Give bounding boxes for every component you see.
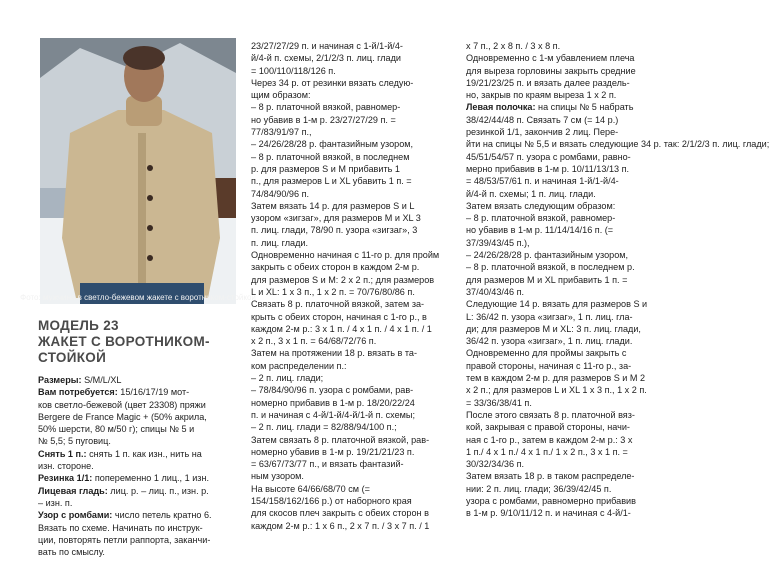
- text-line: [251, 409, 453, 421]
- line-text: мерно прибавив в 1-м р. 10/11/13/13 п.: [466, 163, 630, 174]
- text-line: [466, 347, 692, 359]
- line-text: – 2 п. лиц. глади;: [251, 373, 324, 384]
- text-line: [466, 409, 692, 421]
- text-line: [251, 274, 453, 286]
- text-line: [251, 212, 453, 224]
- text-line: [466, 77, 692, 89]
- text-line: [466, 434, 692, 446]
- line-text: но, закрыв по краям выреза 1 х 2 п.: [466, 90, 617, 101]
- text-line: [466, 298, 692, 310]
- line-text: ции, повторять петли раппорта, заканчи-: [38, 534, 211, 545]
- line-text: Связать 8 р. платочной вязкой, затем за-: [251, 299, 425, 310]
- line-text: – 2 п. лиц. глади = 82/88/94/100 п.;: [251, 422, 397, 433]
- line-text: ди; для размеров M и XL: 3 п. лиц. глади,: [466, 323, 641, 334]
- line-text: каждом 2-м р.: 1 х 6 п., 2 х 7 п. / 3 х 7 п. / 1: [251, 520, 430, 531]
- line-text: снять 1 п. как изн., нить на: [86, 448, 202, 459]
- text-line: [466, 372, 692, 384]
- text-line: [251, 384, 453, 396]
- line-text: х 2 п., 3 х 1 п. = 64/68/72/76 п.: [251, 336, 377, 347]
- line-text: 154/158/162/166 р.) от наборного края: [251, 495, 412, 506]
- text-line: [466, 360, 692, 372]
- line-text: изн. стороне.: [38, 461, 94, 472]
- text-line: [466, 101, 692, 113]
- line-text: для размеров S и M: 2 х 2 п.; для размеров: [251, 274, 435, 285]
- term-label: Лицевая гладь:: [38, 485, 108, 496]
- text-line: [251, 347, 453, 359]
- line-text: – 8 р. платочной вязкой, равномер-: [251, 102, 401, 113]
- line-text: Затем на протяжении 18 р. вязать в та-: [251, 348, 418, 359]
- term-label: Вам потребуется:: [38, 387, 118, 398]
- text-line: [251, 175, 453, 187]
- text-line: [251, 224, 453, 236]
- line-text: но убавив в 1-м р. 23/27/27/29 п. =: [251, 114, 396, 125]
- text-line: [466, 89, 692, 101]
- text-line: [466, 384, 692, 396]
- line-text: ная с 1-го р., затем в каждом 2-м р.: 3 х: [466, 434, 633, 445]
- text-line: [251, 372, 453, 384]
- text-line: [38, 448, 237, 460]
- line-text: = 33/36/38/41 п.: [466, 397, 532, 408]
- text-line: [251, 470, 453, 482]
- text-line: [251, 138, 453, 150]
- text-line: [251, 458, 453, 470]
- line-text: п. и начиная с 4-й/1-й/4-й/1-й п. схемы;: [251, 409, 415, 420]
- text-line: [466, 138, 769, 150]
- text-line: [466, 483, 692, 495]
- line-text: на спицы № 5 набрать: [535, 102, 634, 113]
- text-line: [251, 151, 453, 163]
- line-text: в 1-м р. 9/10/11/12 п. и начиная с 4-й/1-: [466, 508, 631, 519]
- line-text: Одновременно с 1-м убавлением плеча: [466, 53, 635, 64]
- line-text: L и XL: 1 х 3 п., 1 х 2 п. = 70/76/80/86 п.: [251, 286, 415, 297]
- model-number: МОДЕЛЬ 23: [38, 318, 119, 333]
- line-text: нии: 2 п. лиц. глади; 36/39/42/45 п.: [466, 483, 612, 494]
- line-text: 37/40/43/46 п.: [466, 286, 525, 297]
- text-line: [251, 77, 453, 89]
- line-text: 19/21/23/25 п. и вязать далее раздель-: [466, 77, 630, 88]
- text-line: [466, 470, 692, 482]
- text-line: [38, 399, 237, 411]
- text-line: [251, 495, 453, 507]
- line-text: 36/42 п. узора «зигзаг», 1 п. лиц. глади.: [466, 336, 633, 347]
- text-line: [251, 446, 453, 458]
- model-title-line2: СТОЙКОЙ: [38, 350, 107, 365]
- column-middle: [251, 40, 453, 532]
- text-line: [251, 163, 453, 175]
- text-line: [251, 421, 453, 433]
- line-text: 30/32/34/36 п.: [466, 459, 525, 470]
- text-line: [251, 434, 453, 446]
- line-text: п. лиц. глади.: [251, 237, 309, 248]
- column-right: [466, 40, 769, 520]
- text-line: [251, 126, 453, 138]
- text-line: [466, 163, 692, 175]
- text-line: [466, 114, 692, 126]
- text-line: [251, 360, 453, 372]
- line-text: узора с ромбами, равномерно прибавив: [466, 495, 636, 506]
- text-line: [38, 423, 237, 435]
- line-text: 38/42/44/48 п. Связать 7 см (= 14 р.): [466, 114, 619, 125]
- text-line: [466, 237, 692, 249]
- sweater-photo: [20, 38, 256, 304]
- text-line: [251, 507, 453, 519]
- line-text: Затем вязать 18 р. в таком распределе-: [466, 471, 635, 482]
- text-line: [251, 52, 453, 64]
- line-text: 50% шерсти, 80 м/50 г); спицы № 5 и: [38, 424, 195, 435]
- text-line: [466, 507, 692, 519]
- line-text: Одновременно для проймы закрыть с: [466, 348, 627, 359]
- line-text: й/4-й п. схемы; 1 п. лиц. глади.: [466, 188, 596, 199]
- line-text: ком распределении п.:: [251, 360, 347, 371]
- text-line: [38, 534, 237, 546]
- line-text: ков светло-бежевой (цвет 23308) пряжи: [38, 399, 206, 410]
- term-label: Размеры:: [38, 375, 82, 385]
- text-line: [466, 261, 692, 273]
- line-text: крыть с обеих сторон, начиная с 1-го р., в: [251, 311, 427, 322]
- text-line: [251, 65, 453, 77]
- text-line: [38, 522, 237, 534]
- text-line: [466, 200, 692, 212]
- text-line: [38, 374, 237, 386]
- line-text: попеременно 1 лиц., 1 изн.: [92, 473, 209, 484]
- text-line: [466, 212, 692, 224]
- text-line: [38, 472, 237, 484]
- text-line: [466, 224, 692, 236]
- text-line: [251, 200, 453, 212]
- line-text: х 2 п.; для размеров L и XL 1 х 3 п., 1 х 2 п.: [466, 385, 647, 396]
- line-text: для выреза горловины закрыть средние: [466, 65, 636, 76]
- text-line: [251, 311, 453, 323]
- text-line: [251, 520, 453, 532]
- text-line: [466, 151, 692, 163]
- text-line: [251, 89, 453, 101]
- line-text: р. для размеров S и M прибавить 1: [251, 163, 400, 174]
- line-text: Вязать по схеме. Начинать по инструк-: [38, 522, 203, 533]
- text-line: [251, 323, 453, 335]
- text-line: [38, 386, 237, 398]
- line-text: – 8 р. платочной вязкой, в последнем: [251, 151, 410, 162]
- line-text: х 7 п., 2 х 8 п. / 3 х 8 п.: [466, 41, 561, 51]
- line-text: закрыть с обеих сторон в каждом 2-м р.: [251, 262, 420, 273]
- term-label: Снять 1 п.:: [38, 448, 87, 459]
- line-text: = 48/53/57/61 п. и начиная 1-й/1-й/4-: [466, 176, 619, 187]
- line-text: Через 34 р. от резинки вязать следую-: [251, 77, 414, 88]
- text-line: [466, 323, 692, 335]
- text-line: [466, 286, 692, 298]
- text-line: [466, 40, 692, 52]
- line-text: номерно убавив в 1-м р. 19/21/21/23 п.: [251, 446, 415, 457]
- model-title-line1: ЖАКЕТ С ВОРОТНИКОМ-: [38, 334, 210, 349]
- line-text: правой стороны, начиная с 11-го р., за-: [466, 360, 632, 371]
- line-text: п. лиц. глади, 78/90 п. узора «зигзаг», 3: [251, 225, 418, 236]
- line-text: Затем вязать следующим образом:: [466, 200, 616, 211]
- line-text: = 63/67/73/77 п., и вязать фантазий-: [251, 459, 404, 470]
- text-line: [251, 114, 453, 126]
- text-line: [38, 460, 237, 472]
- line-text: п., для размеров L и XL убавить 1 п. =: [251, 176, 412, 187]
- text-line: [251, 237, 453, 249]
- line-text: резинкой 1/1, закончив 2 лиц. Пере-: [466, 127, 619, 138]
- line-text: для скосов плеч закрыть с обеих сторон в: [251, 508, 429, 519]
- line-text: Bergere de France Magic + (50% акрила,: [38, 411, 207, 422]
- line-text: 77/83/91/97 п.,: [251, 127, 312, 138]
- text-line: [466, 446, 692, 458]
- text-line: [38, 435, 237, 447]
- line-text: йти на спицы № 5,5 и вязать следующие 34 р. так: 2/1/2/3 п. лиц. глади;: [466, 139, 769, 150]
- line-text: – изн. п.: [38, 497, 73, 508]
- line-text: лиц. р. – лиц. п., изн. р.: [107, 485, 209, 496]
- text-line: [251, 40, 453, 52]
- line-text: число петель кратно 6.: [112, 510, 212, 521]
- text-line: [466, 274, 692, 286]
- line-text: Следующие 14 р. вязать для размеров S и: [466, 299, 648, 310]
- line-text: – 8 р. платочной вязкой, в последнем р.: [466, 262, 635, 273]
- line-text: 1 п./ 4 х 1 п./ 4 х 1 п./ 1 х 2 п., 3 х 1 п. =: [466, 446, 628, 457]
- line-text: L: 36/42 п. узора «зигзаг», 1 п. лиц. гла-: [466, 311, 633, 322]
- text-line: [251, 261, 453, 273]
- text-line: [251, 298, 453, 310]
- text-line: [466, 65, 692, 77]
- line-text: щим образом:: [251, 90, 311, 101]
- line-text: Затем связать 8 р. платочной вязкой, рав-: [251, 434, 430, 445]
- text-line: [466, 175, 692, 187]
- text-line: [466, 335, 692, 347]
- term-label: Узор с ромбами:: [38, 510, 113, 521]
- line-text: На высоте 64/66/68/70 см (=: [251, 483, 370, 494]
- line-text: – 24/26/28/28 р. фантазийным узором,: [251, 139, 414, 150]
- line-text: – 8 р. платочной вязкой, равномер-: [466, 213, 616, 224]
- text-line: [251, 101, 453, 113]
- line-text: – 78/84/90/96 п. узора с ромбами, рав-: [251, 385, 414, 396]
- text-line: [38, 485, 237, 497]
- text-line: [466, 52, 692, 64]
- line-text: й/4-й п. схемы, 2/1/2/3 п. лиц. глади: [251, 53, 401, 64]
- line-text: 23/27/27/29 п. и начиная с 1-й/1-й/4-: [251, 41, 403, 51]
- text-line: [466, 495, 692, 507]
- text-line: [38, 546, 237, 558]
- text-line: [466, 397, 692, 409]
- line-text: 37/39/43/45 п.),: [466, 237, 530, 248]
- photo-caption: Фото: мужчина в светло-бежевом жакете с воротником-стойкой: [20, 293, 256, 302]
- line-text: 15/16/17/19 мот-: [117, 387, 190, 398]
- line-text: кой, закрывая с правой стороны, начи-: [466, 422, 630, 433]
- text-line: [38, 411, 237, 423]
- text-line: [466, 311, 692, 323]
- text-line: [38, 497, 237, 509]
- line-text: для размеров M и XL прибавить 1 п. =: [466, 274, 628, 285]
- line-text: № 5,5; 5 пуговиц.: [38, 436, 111, 447]
- line-text: После этого связать 8 р. платочной вяз-: [466, 409, 635, 420]
- text-line: [251, 188, 453, 200]
- line-text: номерно прибавив в 1-м р. 18/20/22/24: [251, 397, 415, 408]
- text-line: [251, 397, 453, 409]
- line-text: 45/51/54/57 п. узора с ромбами, равно-: [466, 151, 631, 162]
- line-text: узором «зигзаг», для размеров M и XL 3: [251, 213, 421, 224]
- line-text: но убавив в 1-м р. 11/14/14/16 п. (=: [466, 225, 614, 236]
- text-line: [466, 421, 692, 433]
- text-line: [251, 483, 453, 495]
- text-line: [466, 126, 692, 138]
- text-line: [466, 458, 692, 470]
- line-text: тем в каждом 2-м р. для размеров S и M 2: [466, 373, 646, 384]
- line-text: ным узором.: [251, 471, 304, 482]
- line-text: = 100/110/118/126 п.: [251, 65, 336, 76]
- text-line: [251, 249, 453, 261]
- line-text: Одновременно начиная с 11-го р. для пройм: [251, 250, 440, 261]
- column-left: [38, 318, 237, 558]
- line-text: S/M/L/XL: [81, 375, 122, 385]
- term-label: Левая полочка:: [466, 102, 536, 113]
- text-line: [251, 286, 453, 298]
- line-text: 74/84/90/96 п.: [251, 188, 310, 199]
- line-text: – 24/26/28/28 р. фантазийным узором,: [466, 250, 629, 261]
- text-line: [251, 335, 453, 347]
- text-line: [466, 188, 692, 200]
- line-text: Затем вязать 14 р. для размеров S и L: [251, 200, 415, 211]
- line-text: каждом 2-м р.: 3 х 1 п. / 4 х 1 п. / 4 х 1 п. / 1: [251, 323, 432, 334]
- text-line: [38, 509, 237, 521]
- term-label: Резинка 1/1:: [38, 473, 93, 484]
- text-line: [466, 249, 692, 261]
- line-text: вать по смыслу.: [38, 547, 105, 558]
